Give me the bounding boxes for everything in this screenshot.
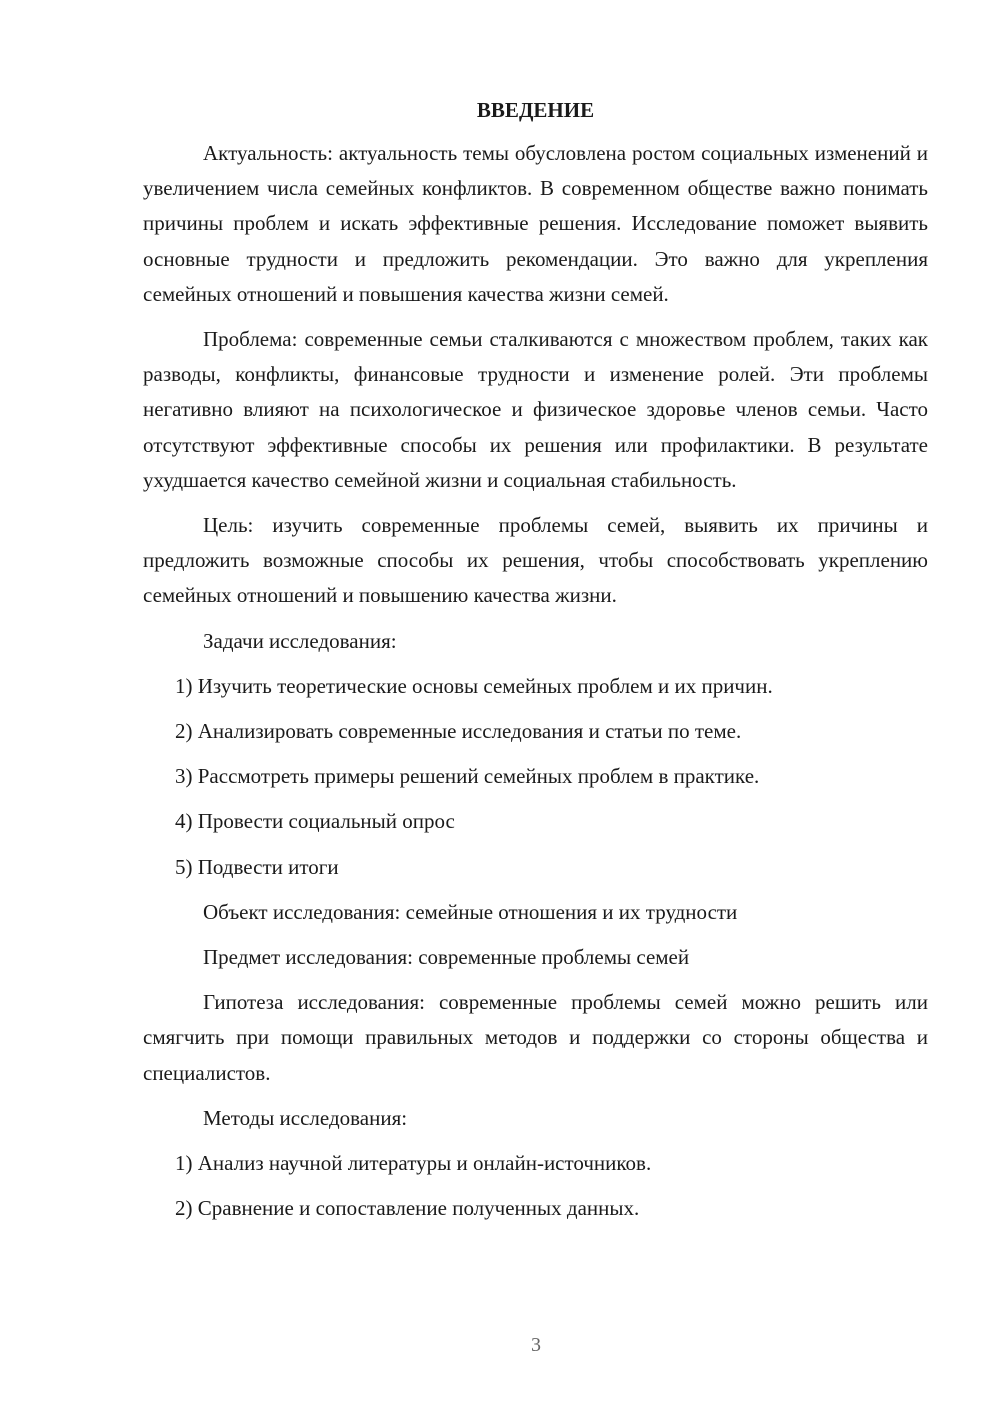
task-item-4: 4) Провести социальный опрос bbox=[175, 809, 455, 834]
document-page bbox=[143, 96, 928, 1236]
goal-paragraph: Цель: изучить современные проблемы семей, выявить их причины и предложить возможные способы их решения, чтобы способствовать укреплению семейных отношений и повышению качества жизни. bbox=[143, 513, 928, 608]
section-title: ВВЕДЕНИЕ bbox=[476, 98, 595, 122]
relevance-paragraph: Актуальность: актуальность темы обусловлена ростом социальных изменений и увеличением числа семейных конфликтов. В современном обществе важно понимать причины проблем и искать эффективные решения. Исследование поможет выявить основные трудности и предложить рекомендации. Это важно для укрепления семейных отношений и повышения качества жизни семей. bbox=[143, 141, 928, 306]
hypothesis-paragraph: Гипотеза исследования: современные проблемы семей можно решить или смягчить при помощи правильных методов и поддержки со стороны общества и специалистов. bbox=[143, 990, 928, 1085]
research-subject: Предмет исследования: современные проблемы семей bbox=[203, 945, 690, 970]
research-object: Объект исследования: семейные отношения и их трудности bbox=[203, 899, 738, 924]
task-item-2: 2) Анализировать современные исследования и статьи по теме. bbox=[175, 719, 742, 744]
method-item-2: 2) Сравнение и сопоставление полученных данных. bbox=[175, 1196, 640, 1221]
task-item-5: 5) Подвести итоги bbox=[175, 854, 339, 879]
task-item-3: 3) Рассмотреть примеры решений семейных проблем в практике. bbox=[175, 764, 760, 789]
task-item-1: 1) Изучить теоретические основы семейных проблем и их причин. bbox=[175, 673, 773, 698]
method-item-1: 1) Анализ научной литературы и онлайн-источников. bbox=[175, 1151, 652, 1176]
page-number: 3 bbox=[531, 1334, 541, 1356]
tasks-heading: Задачи исследования: bbox=[203, 628, 397, 653]
problem-paragraph: Проблема: современные семьи сталкиваются с множеством проблем, таких как разводы, конфликты, финансовые трудности и изменение ролей. Эти проблемы негативно влияют на психологическое и физическое здоровье членов семьи. Часто отсутствуют эффективные способы их решения или профилактики. В результате ухудшается качество семейной жизни и социальная стабильность. bbox=[143, 327, 928, 492]
methods-heading: Методы исследования: bbox=[203, 1105, 408, 1130]
